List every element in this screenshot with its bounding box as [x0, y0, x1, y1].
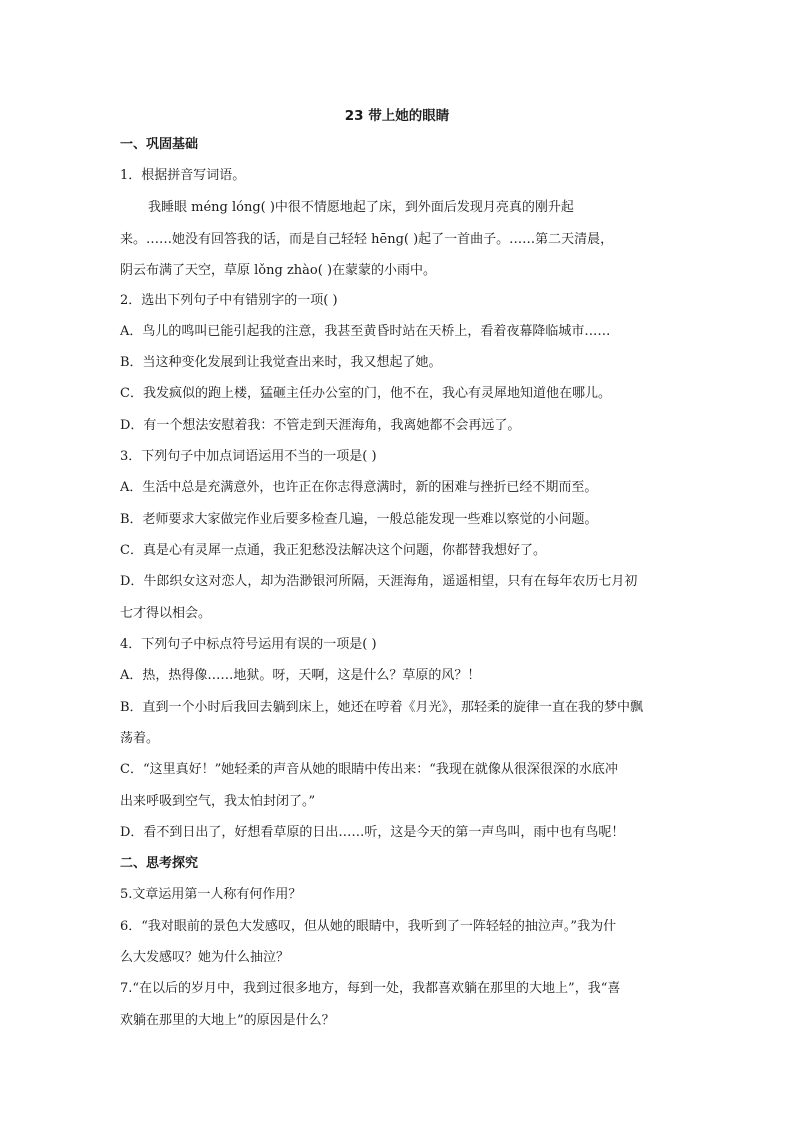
question-3-option-c: C．真是心有灵犀一点通，我正犯愁没法解决这个问题，你都替我想好了。 — [120, 543, 546, 558]
question-3-option-b: B．老师要求大家做完作业后要多检查几遍，一般总能发现一些难以察觉的小问题。 — [120, 512, 598, 527]
question-2-option-a: A．鸟儿的鸣叫已能引起我的注意，我甚至黄昏时站在天桥上，看着夜幕降临城市…… — [120, 324, 611, 339]
question-4-option-b-line-2: 荡着。 — [120, 731, 160, 746]
question-6-line-2: 么大发感叹？她为什么抽泣？ — [120, 950, 290, 965]
question-7-line-2: 欢躺在那里的大地上”的原因是什么？ — [120, 1013, 335, 1028]
question-3-option-d-line-2: 七才得以相会。 — [120, 606, 212, 621]
section-heading-basics: 一、巩固基础 — [120, 137, 199, 152]
question-4-option-c-line-1: C．“这里真好！”她轻柔的声音从她的眼睛中传出来：“我现在就像从很深很深的水底冲 — [120, 762, 618, 777]
question-4-option-b-line-1: B．直到一个小时后我回去躺到床上，她还在哼着《月光》，那轻柔的旋律一直在我的梦中飘 — [120, 700, 644, 715]
question-1-line-1: 我睡眼 méng lóng( )中很不情愿地起了床，到外面后发现月亮真的刚升起 — [148, 200, 574, 215]
question-1-line-3: 阴云布满了天空，草原 lǒng zhào( )在蒙蒙的小雨中。 — [120, 263, 437, 278]
question-1-line-2: 来。……她没有回答我的话，而是自己轻轻 hēng( )起了一首曲子。……第二天清晨， — [120, 232, 614, 247]
question-2-option-d: D．有一个想法安慰着我：不管走到天涯海角，我离她都不会再远了。 — [120, 418, 521, 433]
question-7-line-1: 7.“在以后的岁月中，我到过很多地方，每到一处，我都喜欢躺在那里的大地上”，我“喜 — [120, 981, 621, 996]
question-4-option-c-line-2: 出来呼吸到空气，我太怕封闭了。” — [120, 794, 316, 809]
question-2-stem: 2．选出下列句子中有错别字的一项( ) — [120, 293, 338, 308]
question-1-stem: 1．根据拼音写词语。 — [120, 168, 246, 183]
question-2-option-c: C．我发疯似的跑上楼，猛砸主任办公室的门，他不在，我心有灵犀地知道他在哪儿。 — [120, 386, 611, 401]
question-4-option-a: A．热，热得像……地狱。呀，天啊，这是什么？草原的风？！ — [120, 668, 481, 683]
question-3-option-a: A．生活中总是充满意外，也许正在你志得意满时，新的困难与挫折已经不期而至。 — [120, 480, 598, 495]
section-heading-inquiry: 二、思考探究 — [120, 856, 199, 871]
question-3-option-d-line-1: D．牛郎织女这对恋人，却为浩渺银河所隔，天涯海角，遥遥相望，只有在每年农历七月初 — [120, 574, 638, 589]
question-4-option-d: D．看不到日出了，好想看草原的日出……听，这是今天的第一声鸟叫，雨中也有鸟呢！ — [120, 825, 625, 840]
question-4-stem: 4．下列句子中标点符号运用有误的一项是( ) — [120, 637, 377, 652]
page-title: 23 带上她的眼睛 — [344, 108, 450, 124]
question-6-line-1: 6．“我对眼前的景色大发感叹，但从她的眼睛中，我听到了一阵轻轻的抽泣声。”我为什 — [120, 919, 617, 934]
question-3-stem: 3．下列句子中加点词语运用不当的一项是( ) — [120, 449, 377, 464]
question-2-option-b: B．当这种变化发展到让我觉查出来时，我又想起了她。 — [120, 355, 442, 370]
question-5: 5.文章运用第一人称有何作用？ — [120, 887, 302, 902]
